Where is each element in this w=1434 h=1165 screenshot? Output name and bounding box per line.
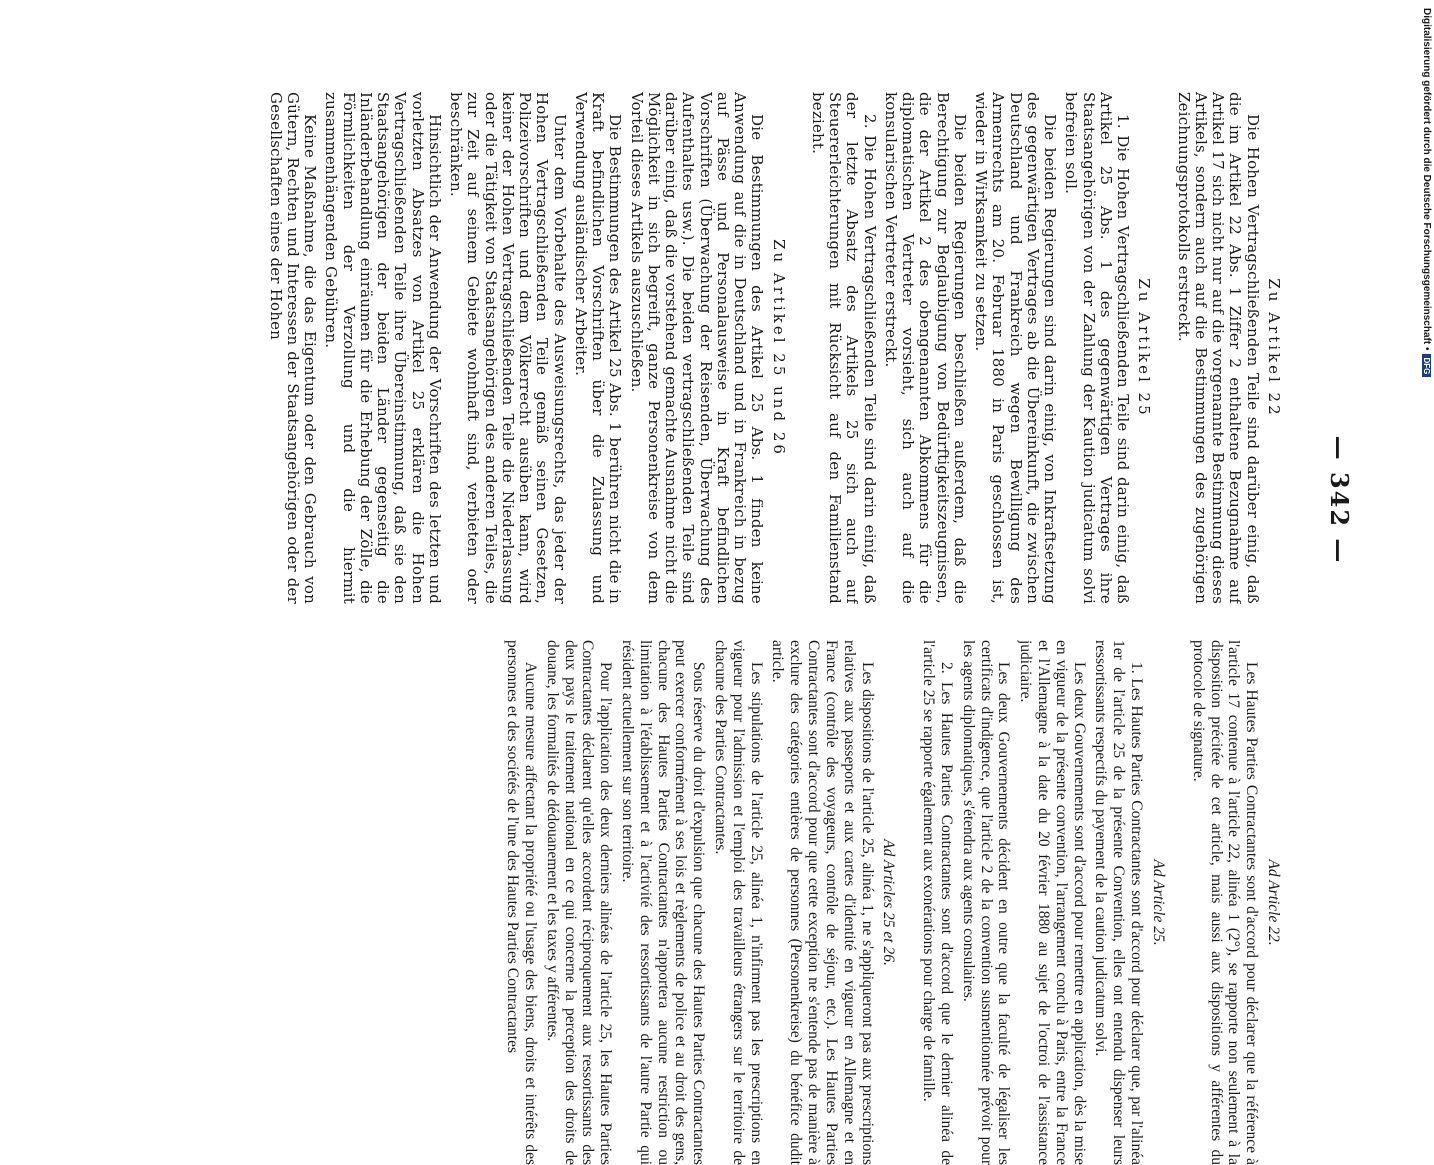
paragraph: Aucune mesure affectant la propriété ou l'usage des biens, droits et intérêts des personnes et des sociétés de l'une des Hautes Parties Contractantes <box>504 640 539 1165</box>
french-column <box>134 640 1294 1165</box>
paragraph: Die beiden Regierungen beschließen außerdem, daß die Berechtigung zur Beglaubigung von Bedürftigkeitszeugnissen, die der Artikel 2 des obengenannten Abkommens für die diplomatischen Vertreter vorsieht, sich auch auf die konsularischen Vertreter erstreckt. <box>882 92 969 604</box>
digitization-note <box>1420 8 1434 992</box>
section-gap <box>257 92 263 604</box>
paragraph: Hinsichtlich der Anwendung der Vorschriften des letzten und vorletzten Absatzes von Artikel 25 erklären die Hohen Vertragschließenden Teile ihre Übereinstimmung, daß sie den Staatsangehörigen der beiden Länder gegenseitig die Inländerbehandlung einräumen für die Erhebung der Zölle, die Förmlichkeiten der Verzollung und die hiermit zusammenhängenden Gebühren. <box>322 92 444 604</box>
german-column <box>134 92 1294 604</box>
paragraph: Keine Maßnahme, die das Eigentum oder den Gebrauch von Gütern, Rechten und Interessen der Staatsangehörigen oder der Gesellschaften eines der Hohen <box>266 92 320 604</box>
section-heading: Ad Articles 25 et 26. <box>880 839 898 966</box>
paragraph: Les Hautes Parties Contractantes sont d'accord pour déclarer que la référence à l'article 17 contenue à l'article 22, alinéa 1 (2°), se rapporte non seulement à la disposition précitée de cet article, mais aussi aux dispositions y afférentes du protocole de signature. <box>1189 640 1261 1165</box>
dfg-logo: DFG <box>1423 354 1432 377</box>
paragraph: 2. Die Hohen Vertragschließenden Teile sind darin einig, daß der letzte Absatz des Artikels 25 sich auch auf Steuererleichterungen mit Rücksicht auf den Familienstand bezieht. <box>809 92 879 604</box>
section-heading: Ad Article 22. <box>1265 859 1282 946</box>
section-gap <box>1179 640 1185 1165</box>
paragraph: Die beiden Regierungen sind darin einig, von Inkraftsetzung des gegenwärtigen Vertrages ab die Übereinkunft, die zwischen Deutschland und Frankreich wegen Bewilligung des Armenrechts am 20. Februar 1880 in Paris geschlossen ist, wieder in Wirksamkeit zu setzen. <box>972 92 1060 604</box>
section-heading: Zu Artikel 22 <box>1265 278 1283 418</box>
paragraph: Les dispositions de l'article 25, alinéa 1, ne s'appliqueront pas aux prescriptions relatives aux passeports et aux cartes d'identité en vigueur en Allemagne et en France (contrôle des voyageurs, contrôle de séjour, etc.). Les Hautes Parties Contractantes sont d'accord pour que cette exception ne s'entende pas de manière à exclure des catégories entières de personnes (Personenkreise) du bénéfice dudit article. <box>769 640 876 1165</box>
paragraph: Die Bestimmungen des Artikel 25 Abs. 1 berühren nicht die in Kraft befindlichen Vorschriften über die Zulassung und Verwendung ausländischer Arbeiter. <box>572 92 625 604</box>
paragraph: 1. Die Hohen Vertragschließenden Teile sind darin einig, daß Artikel 25 Abs. 1 des gegenwärtigen Vertrages ihre Staatsangehörigen von der Zahlung der Kaution judicatum solvi befreien soll. <box>1062 92 1133 604</box>
page-number: — 342 — <box>1325 435 1354 565</box>
section-gap <box>799 92 805 604</box>
paragraph: Die Hohen Vertragschließenden Teile sind darüber einig, daß die im Artikel 22 Abs. 1 Ziffer 2 enthaltene Bezugnahme auf Artikel 17 sich nicht nur auf die vorgenannte Bestimmung dieses Artikels, sondern auch auf die Bestimmungen des zugehörigen Zeichnungsprotokolls erstreckt. <box>1174 92 1262 604</box>
paragraph: Unter dem Vorbehalte des Ausweisungsrechts, das jeder der Hohen Vertragschließenden Teile gemäß seinen Gesetzen, Polizeivorschriften und dem Völkerrecht ausüben kann, wird keiner der Hohen Vertragschließenden Teile die Niederlassung oder die Tätigkeit von Staatsangehörigen des anderen Teiles, die zur Zeit auf seinem Gebiete wohnhaft sind, verbieten oder beschränken. <box>447 92 569 604</box>
paragraph: 1. Les Hautes Parties Contractantes sont d'accord pour déclarer que, par l'alinéa 1er de l'article 25 de la présente Convention, elles ont entendu dispenser leurs ressortissants respectifs du payement de la caution judicatum solvi. <box>1092 640 1146 1165</box>
paragraph: Pour l'application des deux derniers alinéas de l'article 25, les Hautes Parties Contractantes déclarent qu'elles accordent réciproquement aux ressortissants des deux pays le traitement national en ce qui concerne la perception des droits de douane, les formalités de dédouanement et les taxes y afférentes. <box>543 640 615 1165</box>
section-gap <box>1165 92 1171 604</box>
paragraph: 2. Les Hautes Parties Contractantes sont d'accord que le dernier alinéa de l'article 25 se rapporte également aux exonérations pour charge de famille. <box>920 640 955 1165</box>
paragraph: Les deux Gouvernements décident en outre que la faculté de légaliser les certificats d'indigence, que l'article 2 de la convention susmentionnée prévoit pour les agents diplomatiques, s'étendra aux agents consulaires. <box>959 640 1013 1165</box>
paragraph: Les deux Gouvernements sont d'accord pour remettre en application, dès la mise en vigueur de la présente convention, l'arrangement conclu à Paris, entre la France et l'Allemagne à la date du 20 février 1880 au sujet de l'octroi de l'assistance judiciaire. <box>1017 640 1088 1165</box>
section-heading: Zu Artikel 25 und 26 <box>769 239 788 457</box>
digitization-note-text: Digitalisierung gefördert durch die Deutsche Forschungsgemeinschaft • <box>1421 8 1433 351</box>
section-gap <box>493 640 499 1165</box>
section-heading: Zu Artikel 25 <box>1135 278 1154 418</box>
section-heading: Ad Article 25. <box>1149 859 1167 946</box>
paragraph: Die Bestimmungen des Artikel 25 Abs. 1 finden keine Anwendung auf die in Deutschland und in Frankreich in bezug auf Pässe und Personalausweise in Kraft befindlichen Vorschriften (Überwachung der Reisenden, Überwachung des Aufenthaltes usw.). Die beiden vertragschließenden Teile sind darüber einig, daß die vorstehend gemachte Ausnahme nicht die Möglichkeit in sich begreift, ganze Personenkreise von dem Vorteil dieses Artikels auszuschließen. <box>627 92 767 604</box>
paragraph: Les stipulations de l'article 25, alinéa 1, n'infirment pas les prescriptions en vigueur pour l'admission et l'emploi des travailleurs étrangers sur le territoire de chacune des Parties Contractantes. <box>712 640 765 1165</box>
section-gap <box>909 640 915 1165</box>
paragraph: Sous réserve du droit d'expulsion que chacune des Hautes Parties Contractantes peut exercer conformément à ses lois et règlements de police et au droit des gens, chacune des Hautes Parties Contractantes n'apportera aucune restriction ou limitation à l'établissement et à l'activité des ressortissants de l'autre Partie qui résident actuellement sur son territoire. <box>619 640 708 1165</box>
